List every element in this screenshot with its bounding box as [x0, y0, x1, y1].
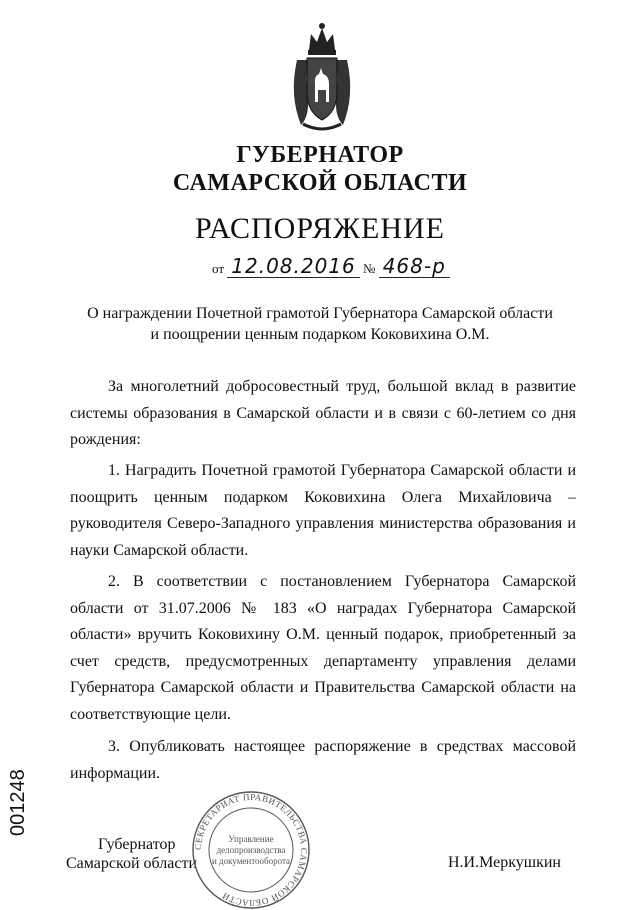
date-number-line: [212, 255, 450, 278]
clause-2-paragraph: 2. В соответствии с постановлением Губернатора Самарской области от 31.07.2006 № 183 «О наградах Губернатора Самарской области» вручить Коковихину О.М. ценный подарок, приобретенный за счет средств, предусмотренных департаменту управления делами Губернатора Самарской области и Правительства Самарской области на соответствующие цели.: [70, 573, 576, 723]
date-prefix: от: [212, 261, 225, 276]
handwritten-date: 12.08.2016: [227, 255, 360, 278]
document-type: РАСПОРЯЖЕНИЕ: [194, 212, 446, 245]
signatory-name: Н.И.Меркушкин: [448, 854, 561, 871]
svg-text:и документооборота: и документооборота: [211, 856, 291, 866]
clause-3-paragraph: 3. Опубликовать настоящее распоряжение в средствах массовой информации.: [70, 738, 576, 782]
official-stamp: [188, 790, 314, 910]
signatory-title-line1: Губернатор: [98, 836, 176, 853]
subject-line1: О награждении Почетной грамотой Губернатора Самарской области: [87, 305, 553, 322]
org-title-line1: ГУБЕРНАТОР: [236, 142, 404, 168]
org-title-line2: САМАРСКОЙ ОБЛАСТИ: [172, 170, 468, 196]
handwritten-number: 468-р: [379, 255, 450, 278]
subject-line2: и поощрении ценным подарком Коковихина О.М.: [150, 326, 490, 343]
margin-stamp-number: 001248: [7, 769, 29, 836]
svg-text:делопроизводства: делопроизводства: [216, 845, 286, 855]
coat-of-arms-emblem: [287, 20, 357, 135]
preamble-paragraph: За многолетний добросовестный труд, большой вклад в развитие системы образования в Самарской области и в связи с 60-летием со дня рождения:: [70, 378, 576, 448]
svg-text:СЕКРЕТАРИАТ ПРАВИТЕЛЬСТВА САМА: СЕКРЕТАРИАТ ПРАВИТЕЛЬСТВА САМАРСКОЙ ОБЛАСТИ: [192, 791, 310, 909]
signatory-title-line2: Самарской области: [66, 855, 197, 872]
number-sign: №: [363, 261, 376, 276]
clause-1-paragraph: 1. Наградить Почетной грамотой Губернатора Самарской области и поощрить ценным подарком Коковихина Олега Михайловича – руководителя Северо-Западного управления министерства образования и науки Самарской области.: [70, 462, 576, 559]
svg-text:Управление: Управление: [228, 834, 274, 844]
